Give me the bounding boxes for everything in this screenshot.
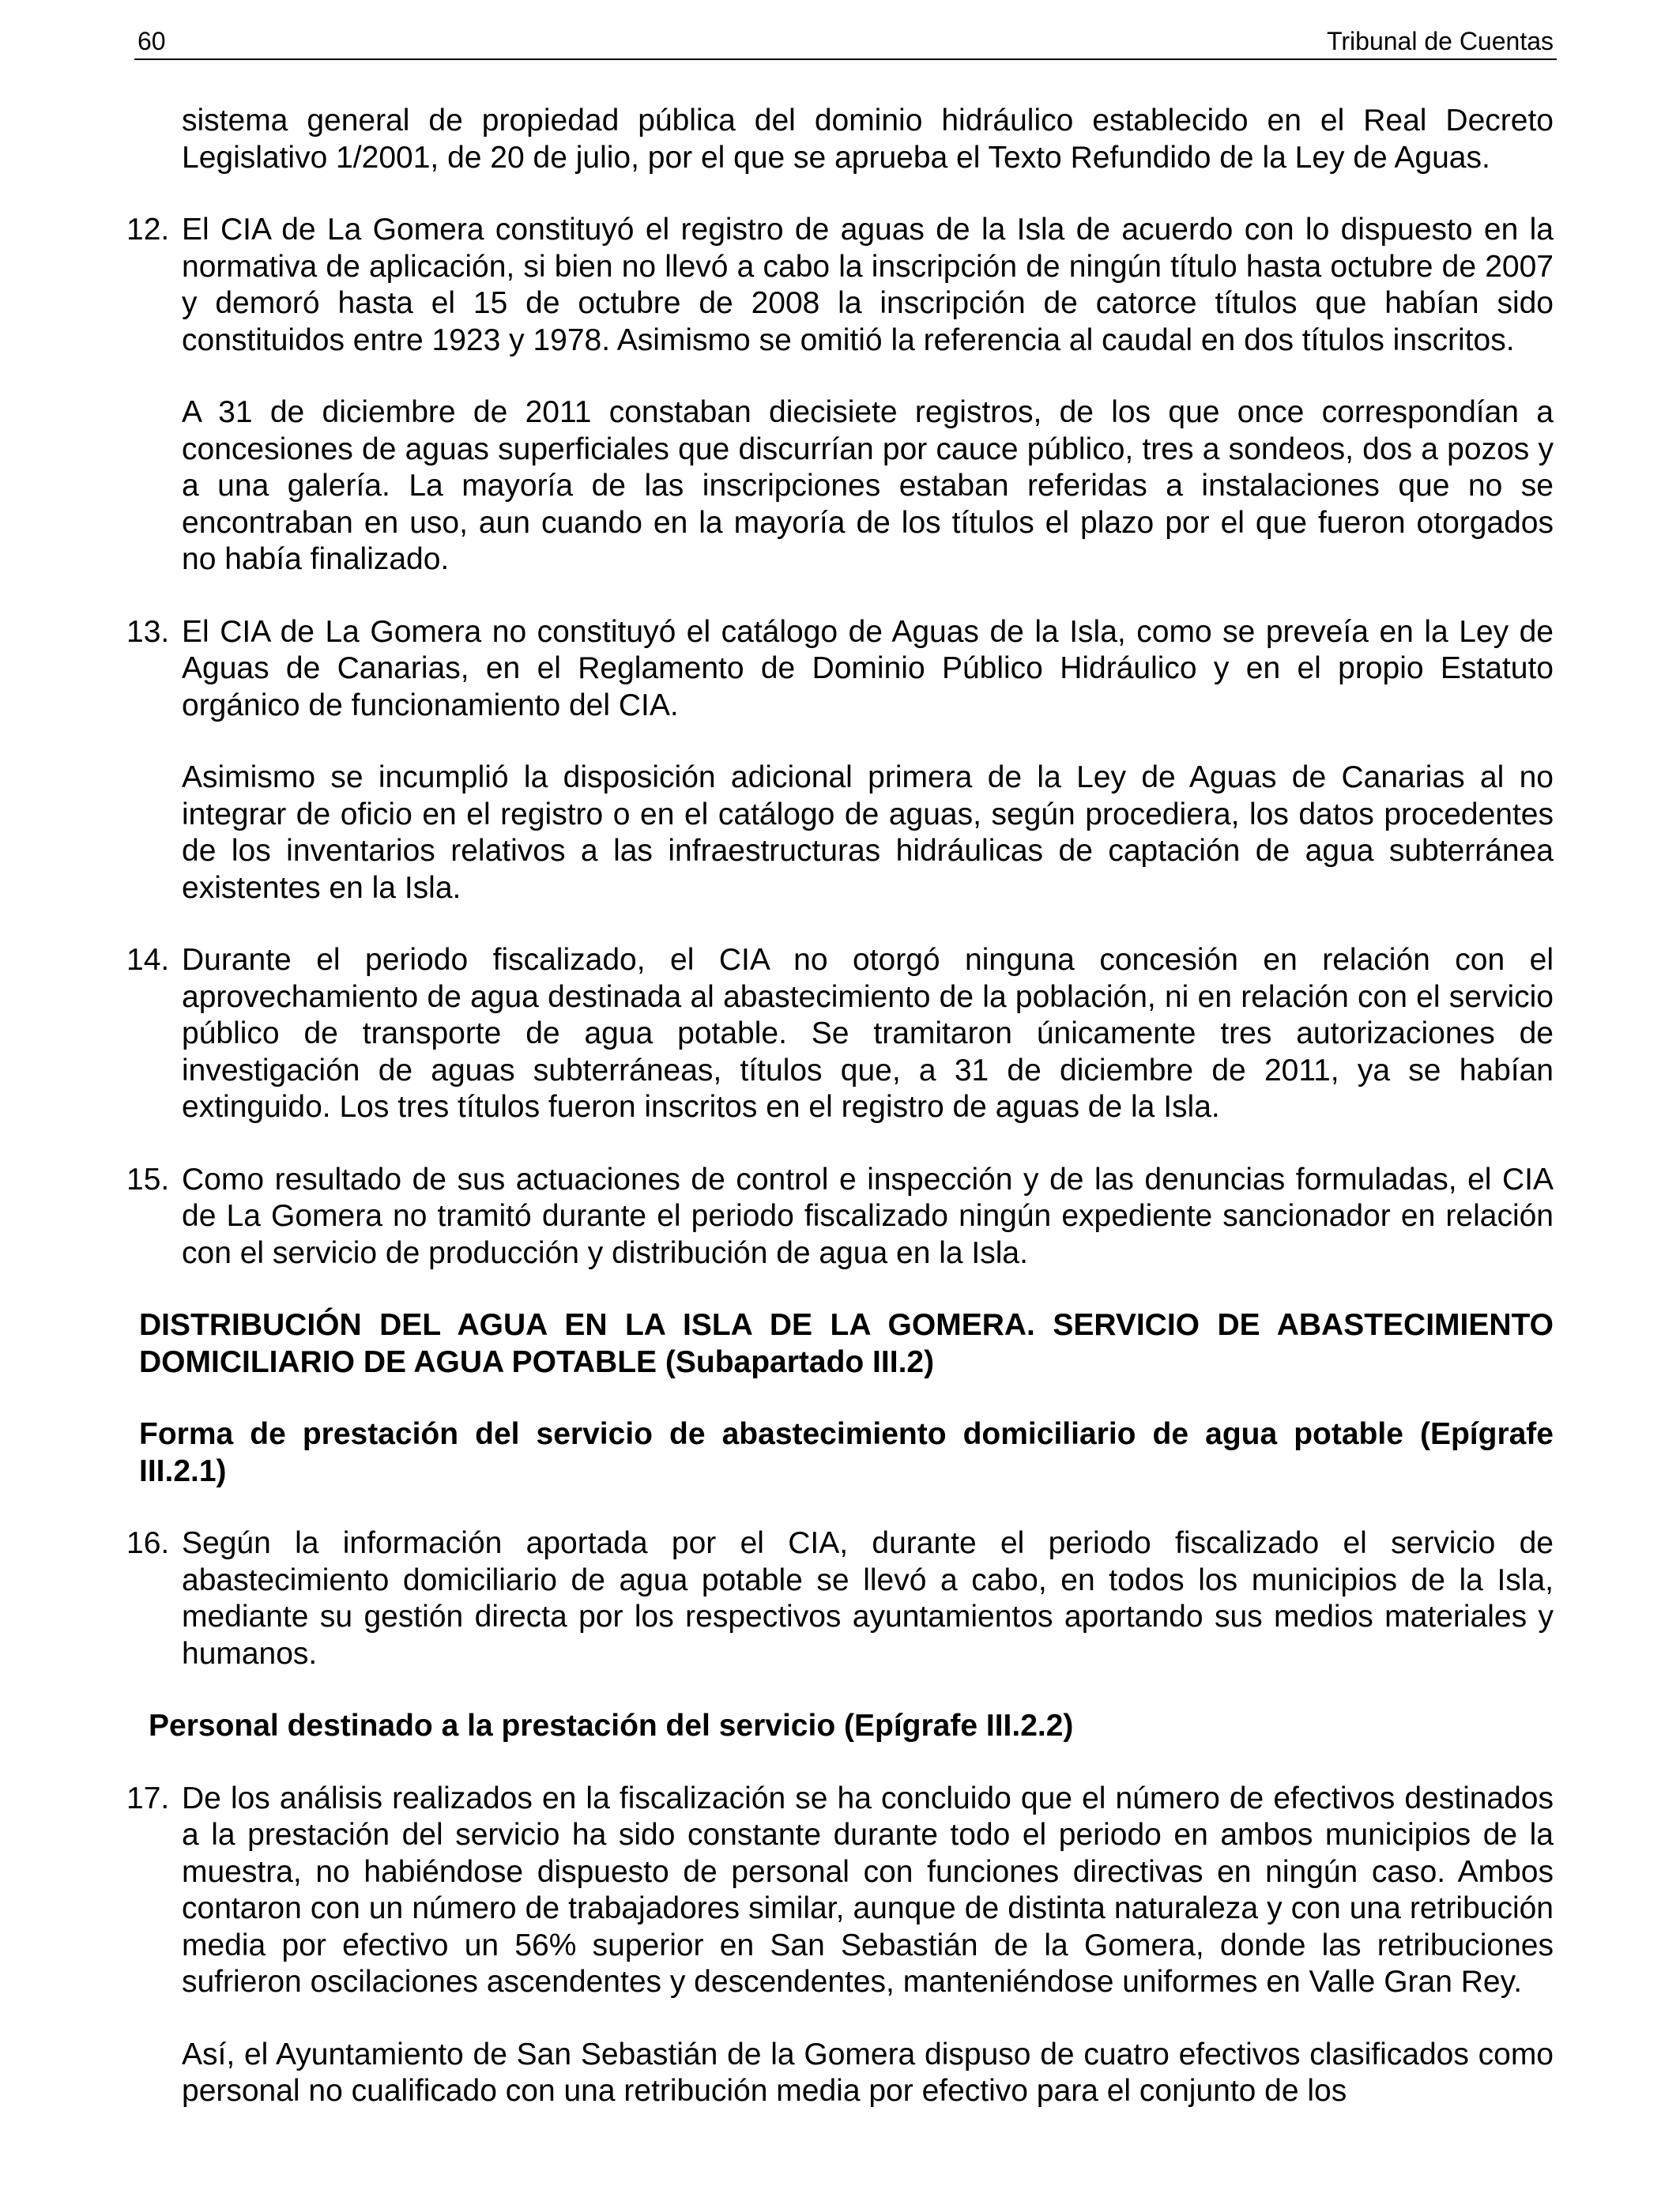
paragraph-number: 12. [126, 213, 170, 247]
paragraph-text: Durante el periodo fiscalizado, el CIA no otorgó ninguna concesión en relación con el aprovechamiento de agua destinada al abastecimiento de la población, ni en relación con el servicio público de transporte de agua potable. Se tramitaron únicamente tres autorizaciones de investigación de aguas subterráneas, títulos que, a 31 de diciembre de 2011, ya se habían extinguido. Los tres títulos fueron inscritos en el registro de aguas de la Isla. [182, 943, 1554, 1124]
paragraph-number: 15. [126, 1162, 170, 1197]
paragraph-number: 17. [126, 1781, 170, 1815]
paragraph-12-continuation: A 31 de diciembre de 2011 constaban diecisiete registros, de los que once correspondían a concesiones de aguas superficiales que discurrían por cauce público, tres a sondeos, dos a pozos y a una galería. La mayoría de las inscripciones estaban referidas a instalaciones que no se encontraban en uso, aun cuando en la mayoría de los títulos el plazo por el que fueron otorgados no había finalizado. [182, 395, 1554, 576]
paragraph-number: 14. [126, 943, 170, 977]
numbered-paragraph-12 [126, 212, 1554, 359]
running-title: Tribunal de Cuentas [1327, 27, 1554, 55]
page-header [134, 24, 1557, 60]
paragraph-text: El CIA de La Gomera no constituyó el catálogo de Aguas de la Isla, como se preveía en la Ley de Aguas de Canarias, en el Reglamento de Dominio Público Hidráulico y en el propio Estatuto orgánico de funcionamiento del CIA. [182, 614, 1554, 722]
paragraph-text: Según la información aportada por el CIA, durante el periodo fiscalizado el servicio de abastecimiento domiciliario de agua potable se llevó a cabo, en todos los municipios de la Isla, mediante su gestión directa por los respectivos ayuntamientos aportando sus medios materiales y humanos. [182, 1526, 1554, 1671]
numbered-paragraph-17 [126, 1781, 1554, 2001]
paragraph-text: De los análisis realizados en la fiscalización se ha concluido que el número de efectivos destinados a la prestación del servicio ha sido constante durante todo el periodo en ambos municipios de la muestra, no habiéndose dispuesto de personal con funciones directivas en ningún caso. Ambos contaron con un número de trabajadores similar, aunque de distinta naturaleza y con una retribución media por efectivo un 56% superior en San Sebastián de la Gomera, donde las retribuciones sufrieron oscilaciones ascendentes y descendentes, manteniéndose uniformes en Valle Gran Rey. [182, 1781, 1554, 1999]
numbered-paragraph-16 [126, 1525, 1554, 1672]
paragraph-text: Como resultado de sus actuaciones de control e inspección y de las denuncias formuladas, el CIA de La Gomera no tramitó durante el periodo fiscalizado ningún expediente sancionador en relación con el servicio de producción y distribución de agua en la Isla. [182, 1162, 1554, 1270]
numbered-paragraph-14 [126, 942, 1554, 1126]
paragraph-13-continuation: Asimismo se incumplió la disposición adicional primera de la Ley de Aguas de Canarias al no integrar de oficio en el registro o en el catálogo de aguas, según procediera, los datos procedentes de los inventarios relativos a las infraestructuras hidráulicas de captación de agua subterránea existentes en la Isla. [182, 760, 1554, 905]
paragraph-intro-continuation: sistema general de propiedad pública del dominio hidráulico establecido en el Real Decreto Legislativo 1/2001, de 20 de julio, por el que se aprueba el Texto Refundido de la Ley de Aguas. [182, 104, 1554, 175]
numbered-paragraph-13 [126, 614, 1554, 725]
paragraph-17-continuation: Así, el Ayuntamiento de San Sebastián de la Gomera dispuso de cuatro efectivos clasificados como personal no cualificado con una retribución media por efectivo para el conjunto de los [182, 2037, 1554, 2108]
page-body [0, 103, 1680, 2146]
paragraph-number: 16. [126, 1526, 170, 1560]
page-number: 60 [137, 27, 166, 55]
paragraph-text: El CIA de La Gomera constituyó el registro de aguas de la Isla de acuerdo con lo dispuesto en la normativa de aplicación, si bien no llevó a cabo la inscripción de ningún título hasta octubre de 2007 y demoró hasta el 15 de octubre de 2008 la inscripción de catorce títulos que habían sido constituidos entre 1923 y 1978. Asimismo se omitió la referencia al caudal en dos títulos inscritos. [182, 213, 1554, 357]
subsection-heading-epigrafe-2: Personal destinado a la prestación del servicio (Epígrafe III.2.2) [149, 1709, 1074, 1743]
section-heading: DISTRIBUCIÓN DEL AGUA EN LA ISLA DE LA GOMERA. SERVICIO DE ABASTECIMIENTO DOMICILIARIO DE AGUA POTABLE (Subapartado III.2) [139, 1308, 1554, 1379]
paragraph-number: 13. [126, 614, 170, 649]
numbered-paragraph-15 [126, 1162, 1554, 1272]
subsection-heading-epigrafe-1: Forma de prestación del servicio de abastecimiento domiciliario de agua potable (Epígrafe III.2.1) [139, 1417, 1554, 1488]
